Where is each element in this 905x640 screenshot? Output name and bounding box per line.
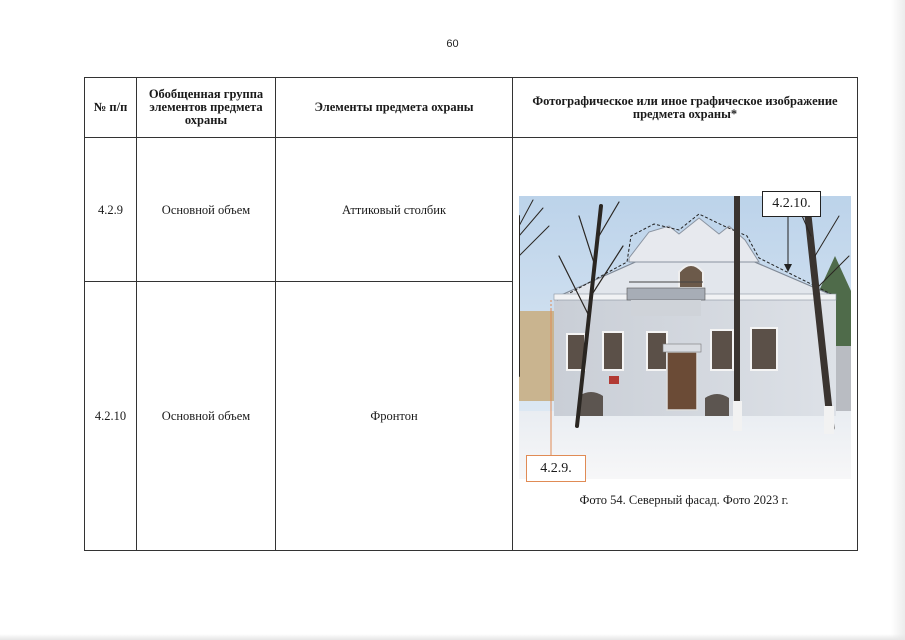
row-number: 4.2.10 — [94, 409, 127, 423]
header-number: № п/п — [93, 100, 128, 114]
sheet-edge — [891, 0, 905, 640]
sheet-bottom-edge — [0, 634, 905, 640]
page-number: 60 — [446, 38, 459, 50]
header-elements: Элементы предмета охраны — [314, 100, 474, 114]
header-group: Обобщенная группа элементов предмета охраны — [148, 87, 264, 127]
callout-label: 4.2.10. — [762, 191, 821, 217]
row-number: 4.2.9 — [98, 202, 123, 217]
callout-label: 4.2.9. — [526, 455, 586, 482]
row-element: Аттиковый столбик — [341, 202, 447, 217]
row-element: Фронтон — [370, 409, 418, 423]
facade-photo — [519, 196, 851, 479]
row-group: Основной объем — [161, 409, 251, 423]
photo-caption: Фото 54. Северный фасад. Фото 2023 г. — [579, 493, 789, 507]
header-photo: Фотографическое или иное графическое изображение предмета охраны* — [532, 93, 838, 121]
row-group: Основной объем — [161, 202, 251, 217]
